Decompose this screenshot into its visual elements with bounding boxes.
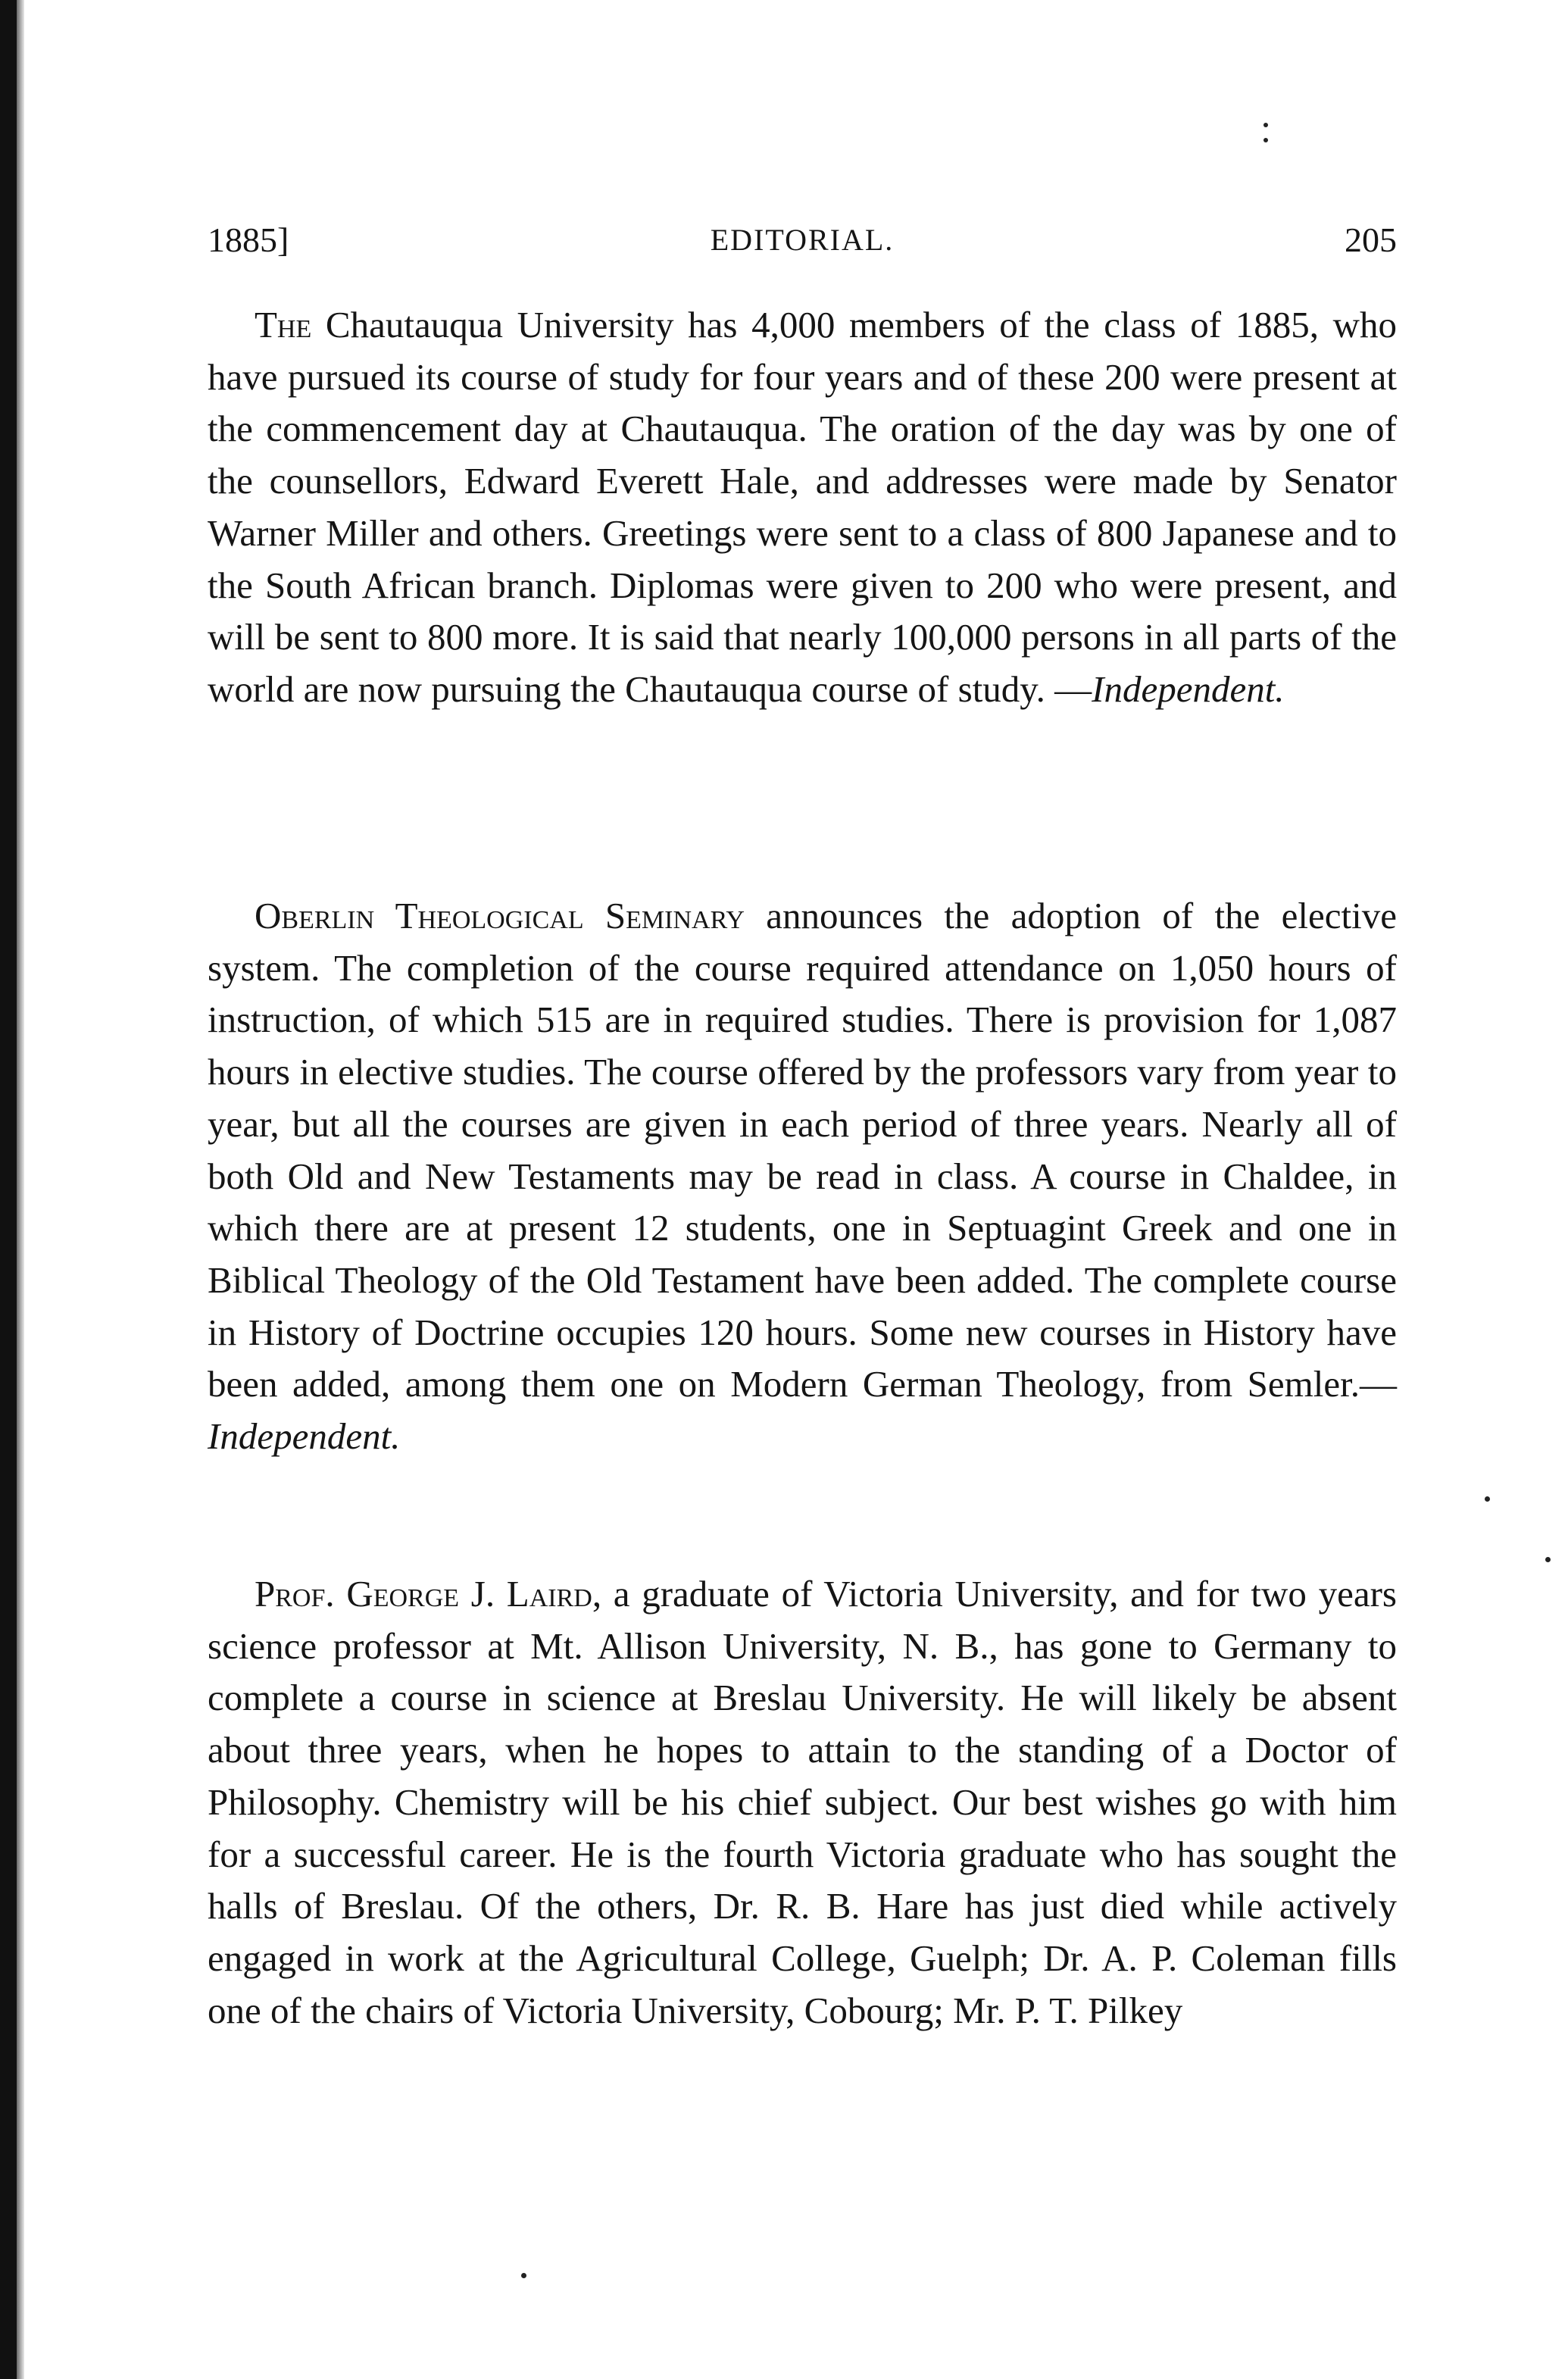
scan-binding-edge	[0, 0, 17, 2379]
paragraph-lead: Prof. George J. Laird	[255, 1573, 592, 1615]
scan-speck	[1485, 1496, 1490, 1502]
page-number: 205	[1345, 220, 1397, 259]
paragraph-chautauqua	[208, 299, 1397, 716]
scan-speck	[521, 2273, 526, 2278]
scan-speck	[1263, 123, 1268, 127]
header-title: EDITORIAL.	[710, 223, 895, 257]
paragraph-lead: Oberlin Theological Seminary	[255, 895, 745, 936]
paragraph-source: Independent.	[1092, 667, 1285, 710]
header-year: 1885]	[208, 220, 289, 259]
scan-binding-shadow	[17, 0, 24, 2379]
scan-speck	[1545, 1557, 1551, 1562]
paragraph-laird	[208, 1568, 1397, 2037]
paragraph-body: announces the adoption of the elective system. The completion of the course required attendance on 1,050 hours of instruction, of which 515 are in required studies. There is provision for 1,087 hours in elective studies. The course offered by the professors vary from year to year, but all the courses are given in each period of three years. Nearly all of both Old and New Testaments may be read in class. A course in Chaldee, in which there are at present 12 students, one in Septuagint Greek and one in Biblical Theology of the Old Testament have been added. The complete course in History of Doctrine occupies 120 hours. Some new courses in History have been added, among them one on Modern German Theology, from Semler.—	[208, 895, 1398, 1405]
paragraph-oberlin	[208, 890, 1397, 1463]
paragraph-lead: The	[255, 304, 312, 345]
paragraph-source: Independent.	[208, 1415, 401, 1458]
running-header	[208, 214, 1397, 267]
scan-speck	[1263, 138, 1268, 142]
paragraph-body: , a graduate of Victoria University, and for two years science professor at Mt. Allison University, N. B., has gone to Germany to complete a course in science at Breslau University. He will likely be absent about three years, when he hopes to attain to the standing of a Doctor of Philosophy. Chemistry will be his chief subject. Our best wishes go with him for a successful career. He is the fourth Victoria graduate who has sought the halls of Breslau. Of the others, Dr. R. B. Hare has just died while actively engaged in work at the Agricultural College, Guelph; Dr. A. P. Coleman fills one of the chairs of Victoria University, Cobourg; Mr. P. T. Pilkey	[208, 1573, 1397, 2031]
paragraph-body: Chautauqua University has 4,000 members of the class of 1885, who have pursued its course of study for four years and of these 200 were present at the commencement day at Chautauqua. The oration of the day was by one of the counsellors, Edward Everett Hale, and addresses were made by Senator Warner Miller and others. Greetings were sent to a class of 800 Japanese and to the South African branch. Diplomas were given to 200 who were present, and will be sent to 800 more. It is said that nearly 100,000 persons in all parts of the world are now pursuing the Chautauqua course of study. —	[208, 304, 1397, 710]
